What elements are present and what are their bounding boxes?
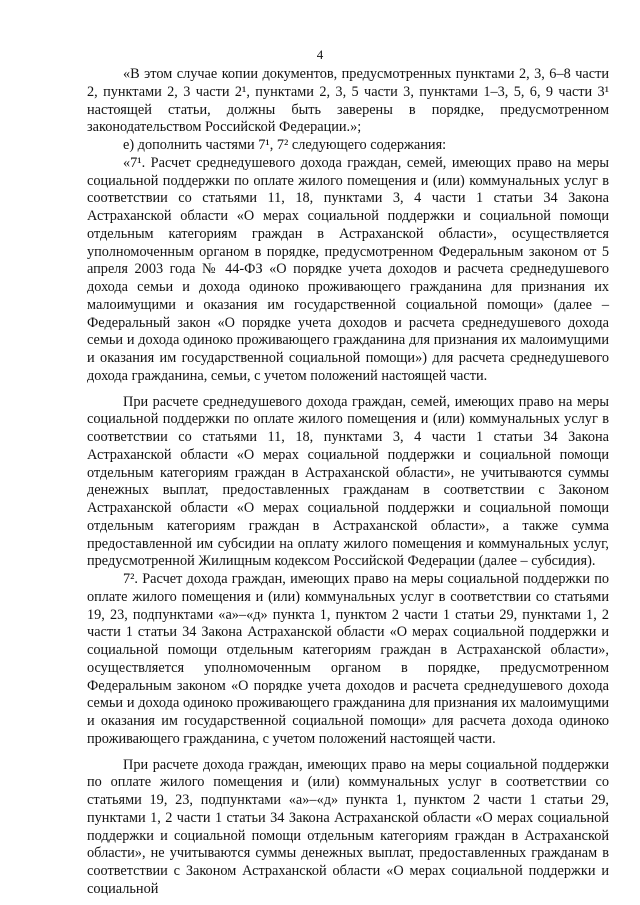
paragraph-copies-certification: «В этом случае копии документов, предусмотренных пунктами 2, 3, 6–8 части 2, пунктами 2, 3 части 2¹, пунктами 2, 3, 5 части 3, пунктами 1–3, 5, 6, 9 части 3¹ настоящей статьи, должны быть заверены в порядке, предусмотренном законодательством Российской Федерации.»; bbox=[87, 66, 609, 136]
paragraph-part-7-2-exclusions: При расчете дохода граждан, имеющих право на меры социальной поддержки по оплате жилого помещения и (или) коммунальных услуг в соответствии со статьями 19, 23, подпунктами «а»–«д» пункта 1, пунктом 2 части 1 статьи 29, пунктами 1, 2 части 1 статьи 34 Закона Астраханской области «О мерах социальной поддержки и социальной помощи отдельным категориям граждан в Астраханской области», не учитываются суммы денежных выплат, предоставленных гражданам в соответствии с Законом Астраханской области «О мерах социальной поддержки и социальной bbox=[87, 756, 609, 897]
document-body bbox=[87, 66, 609, 899]
paragraph-part-7-1-exclusions: При расчете среднедушевого дохода граждан, семей, имеющих право на меры социальной поддержки по оплате жилого помещения и (или) коммунальных услуг в соответствии со статьями 11, 18, пунктами 3, 4 части 1 статьи 34 Закона Астраханской области «О мерах социальной поддержки и социальной помощи отдельным категориям граждан в Астраханской области», не учитываются суммы денежных выплат, предоставленных гражданам в соответствии с Законом Астраханской области «О мерах социальной поддержки и социальной помощи отдельным категориям граждан в Астраханской области», а также сумма предоставленной им субсидии на оплату жилого помещения и коммунальных услуг, предусмотренной Жилищным кодексом Российской Федерации (далее – субсидия). bbox=[87, 393, 609, 570]
paragraph-part-7-2: 7². Расчет дохода граждан, имеющих право на меры социальной поддержки по оплате жилого помещения и (или) коммунальных услуг в соответствии со статьями 19, 23, подпунктами «а»–«д» пункта 1, пунктом 2 части 1 статьи 29, пунктами 1, 2 части 1 статьи 34 Закона Астраханской области «О мерах социальной поддержки и социальной помощи отдельным категориям граждан в Астраханской области», осуществляется уполномоченным органом в порядке, предусмотренном Федеральным законом «О порядке учета доходов и расчета среднедушевого дохода семьи и дохода одиноко проживающего гражданина для признания их малоимущими и оказания им государственной социальной помощи» для расчета дохода одиноко проживающего гражданина, с учетом положений настоящей части. bbox=[87, 571, 609, 747]
paragraph-part-7-1: «7¹. Расчет среднедушевого дохода граждан, семей, имеющих право на меры социальной поддержки по оплате жилого помещения и (или) коммунальных услуг в соответствии со статьями 11, 18, пунктами 3, 4 части 1 статьи 34 Закона Астраханской области «О мерах социальной поддержки и социальной помощи отдельным категориям граждан в Астраханской области», осуществляется уполномоченным органом в порядке, предусмотренном Федеральным законом от 5 апреля 2003 года № 44-ФЗ «О порядке учета доходов и расчета среднедушевого дохода семьи и дохода одиноко проживающего гражданина для признания их малоимущими и оказания им государственной социальной помощи» (далее – Федеральный закон «О порядке учета доходов и расчета среднедушевого дохода семьи и дохода одиноко проживающего гражданина для признания их малоимущими и оказания им государственной социальной помощи») для расчета среднедушевого дохода гражданина, семьи, с учетом положений настоящей части. bbox=[87, 154, 609, 384]
page-number: 4 bbox=[316, 47, 324, 62]
paragraph-amendment-intro: е) дополнить частями 7¹, 7² следующего содержания: bbox=[123, 137, 447, 153]
